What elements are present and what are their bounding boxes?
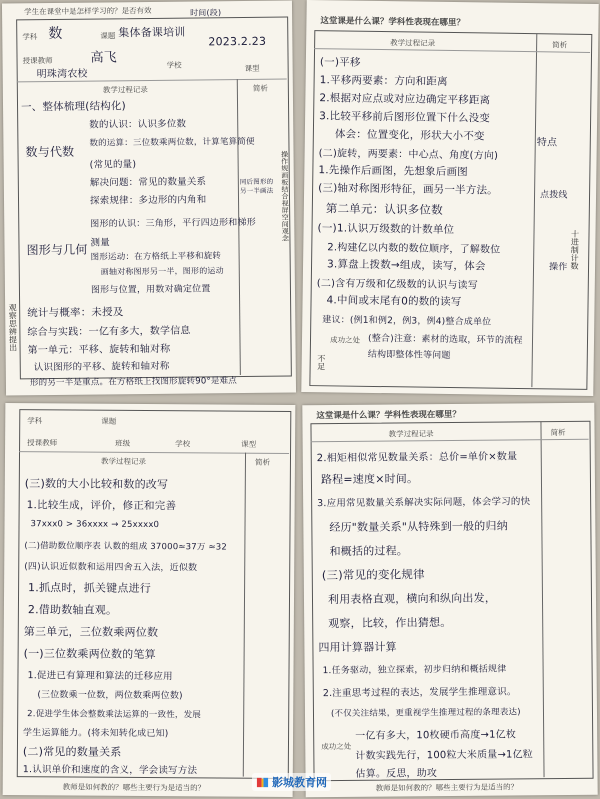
course-label: 课题 [101, 416, 117, 426]
top-question: 这堂课是什么课？学科性表现在哪里？ [320, 16, 466, 29]
notebook-page-2 [301, 0, 598, 396]
side-note-1: 特点 [536, 137, 558, 149]
line-2: 1.平移两要素：方向和距离 [319, 74, 448, 88]
line-6: 1.抓点时，抓关键点进行 [28, 581, 152, 596]
success-label: 成功之处 [321, 741, 352, 752]
success-label: 成功之处 [329, 335, 361, 345]
unit-label: 班级 [115, 438, 131, 448]
line-3: 3.应用常见数量关系解决实际问题，体会学习的快 [317, 496, 531, 510]
line-17: 结构即整体性等问题 [367, 349, 451, 362]
line-5: 体会：位置变化，形状大小不变 [334, 128, 485, 143]
line-3: 37xxx0 > 36xxxx → 25xxxx0 [30, 519, 160, 531]
analysis-label: 简析 [552, 40, 568, 50]
top-question: 这堂课是什么课？学科性表现在哪里？ [316, 409, 461, 422]
course-label: 课题 [100, 31, 116, 41]
line-5: 和概括的过程。 [329, 544, 409, 559]
line-15: 建议：(例1和例2，例3，例4)整合成单位 [322, 315, 492, 328]
line-18: 形的另一半是重点。在方格纸上找图形旋转90°是难点 [29, 376, 238, 389]
line-4: (常见的量) [89, 159, 137, 171]
line-9: 第二单元：认识多位数 [325, 201, 443, 217]
line-9: (一)三位数乘两位数的笔算 [23, 647, 156, 662]
line-10: (一)1.认识万级数的计数单位 [317, 222, 455, 237]
side-note-2: 点拨线 [539, 190, 568, 201]
line-8: 第三单元，三位数乘两位数 [23, 625, 159, 640]
section-title: 教学过程记录 [388, 429, 434, 439]
line-15: 综合与实践：一亿有多大，数学信息 [27, 325, 191, 339]
line-9: 四用计算器计算 [318, 640, 397, 655]
line-12: 2.促进学生体会整数乘法运算的一致性，发展 [27, 709, 202, 721]
line-11: 2.构建亿以内数的数位顺序，了解数位 [327, 242, 501, 256]
class-label: 课型 [241, 439, 257, 449]
unit-value: 明珠湾农校 [36, 68, 88, 81]
line-12: 图形与位置，用数对确定位置 [90, 284, 211, 296]
school-label: 学校 [175, 439, 191, 449]
section-title: 教学过程记录 [390, 38, 436, 48]
bottom-question: 教师是如何教的？哪些主要行为是适当的？ [375, 782, 519, 793]
line-10: 图形运动：在方格纸上平移和旋转 [90, 251, 222, 263]
date-value: 2023.2.23 [208, 34, 267, 49]
subject-label: 学科 [27, 416, 43, 426]
line-4: 3.比较平移前后图形位置下什么没变 [319, 110, 491, 125]
line-15: 1.认识单价和速度的含义，学会读写方法 [22, 764, 198, 777]
line-4: 经历"数量关系"从特殊到一般的归纳 [329, 519, 508, 535]
line-8: (三)轴对称图形特征，画另一半方法。 [318, 182, 498, 197]
line-8: 观察，比较，作出猜想。 [328, 615, 452, 631]
line-2: 路程=速度×时间。 [320, 472, 419, 487]
line-2: 数的认识：认识多位数 [89, 118, 187, 131]
line-11: 画轴对称图形另一半，图形的运动 [100, 266, 224, 277]
section-title: 教学过程记录 [100, 456, 146, 466]
line-9: 测量 [90, 237, 110, 249]
line-13: (二)含有万级和亿级数的认识与读写 [316, 278, 479, 292]
notebook-page-4 [302, 403, 597, 798]
bottom-question: 教师是如何教的？哪些主要行为是适当的？ [62, 782, 206, 793]
side-note-2: 同后图形的另一半画法 [239, 177, 274, 196]
side-note: 操作规画板结合视屏空间观念 [280, 150, 290, 242]
line-12: 3.算盘上拨数→组成，读写，体会 [326, 258, 486, 273]
period-note: 时间(段) [190, 8, 222, 18]
line-3: 2.根据对应点或对应边确定平移距离 [319, 92, 491, 107]
line-14: 4.中间或末尾有0的数的读写 [326, 294, 462, 309]
line-5: 解决问题：常见的数量关系 [89, 176, 207, 189]
line-13: 学生运算能力。(将未知转化成已知) [23, 728, 169, 740]
section-title: 教学过程记录 [102, 85, 148, 95]
margin-note: 观察思辨提出 [8, 303, 18, 352]
line-6: (二)旋转，两要素：中心点、角度(方向) [318, 148, 499, 162]
line-16: (整合)注意：素材的选取，环节的流程 [367, 333, 523, 347]
line-1: 2.相矩相似常见数量关系：总价=单价×数量 [316, 451, 518, 465]
line-12: (不仅关注结果，更重视学生推理过程的条理表达) [330, 707, 521, 720]
top-question: 学生在课堂中是怎样学习的？是否有效 [23, 5, 152, 17]
line-10: 1.任务驱动，独立探索，初步归纳和概括规律 [322, 664, 507, 677]
line-7: 2.借助数轴直观。 [27, 603, 118, 617]
class-label: 课型 [244, 63, 260, 73]
line-11: 2.注重思考过程的表达，发展学生推理意识。 [322, 686, 517, 700]
category-geometry: 图形与几何 [26, 242, 88, 258]
line-4: (二)借助数位顺序表 认数的组成 37000≈37万 ≈32 [24, 541, 228, 553]
teacher-value: 高飞 [90, 50, 118, 66]
course-value: 集体备课培训 [118, 25, 186, 40]
subject-value: 数 [48, 25, 63, 43]
notebook-page-1 [2, 0, 296, 395]
line-6: 探索规律：多边形的内角和 [89, 194, 207, 207]
line-10: 1.促进已有算理和算法的迁移应用 [27, 670, 173, 683]
line-1: 一、整体梳理(结构化) [20, 100, 127, 114]
subject-label: 学科 [22, 32, 38, 42]
line-11: (三位数乘一位数，两位数乘两位数) [37, 690, 183, 702]
line-15: 估算。反思，助攻 [355, 768, 438, 780]
side-note-4: 十进制计数 [570, 229, 580, 270]
line-13: 一亿有多大，10枚硬币高度→1亿枚 [355, 729, 517, 742]
watermark-text: 影城教育网 [272, 776, 327, 789]
line-1: (三)数的大小比较和数的改写 [24, 477, 169, 492]
teacher-label: 授课教师 [22, 56, 53, 66]
line-3: 数的运算：三位数乘两位数，计算笔算简便 [89, 136, 255, 149]
line-14: (二)常见的数量关系 [22, 745, 122, 759]
line-5: (四)认识近似数和运用四舍五入法，近似数 [24, 562, 198, 574]
line-6: (三)常见的变化规律 [321, 567, 425, 583]
line-14: 计数实践先行，100粒大米质量→1亿粒 [355, 749, 534, 762]
shortfall-label: 不足 [316, 354, 326, 371]
line-17: 认识图形的平移、旋转和轴对称 [33, 360, 170, 374]
analysis-label: 简析 [550, 427, 566, 438]
line-2: 1.比较生成，评价，修正和完善 [26, 499, 177, 513]
line-7: 利用表格直观，横向和纵向出发， [327, 591, 497, 607]
line-7: 1.先操作后画图，先想象后画图 [318, 164, 468, 179]
analysis-label: 简析 [252, 83, 268, 93]
notebook-page-3 [3, 403, 296, 797]
book-logo-icon [256, 776, 269, 789]
line-14: 统计与概率：未授及 [27, 306, 124, 320]
line-8: 图形的认识：三角形，平行四边形和梯形 [90, 217, 256, 230]
category-number-algebra: 数与代数 [25, 144, 75, 160]
analysis-label: 简析 [254, 457, 270, 467]
teacher-label: 授课教师 [27, 438, 58, 448]
side-note-3: 操作 [548, 262, 568, 273]
line-1: (一)平移 [319, 56, 361, 69]
line-16: 第一单元：平移、旋转和轴对称 [27, 343, 171, 357]
watermark-logo [252, 773, 331, 791]
school-label: 学校 [166, 60, 182, 70]
